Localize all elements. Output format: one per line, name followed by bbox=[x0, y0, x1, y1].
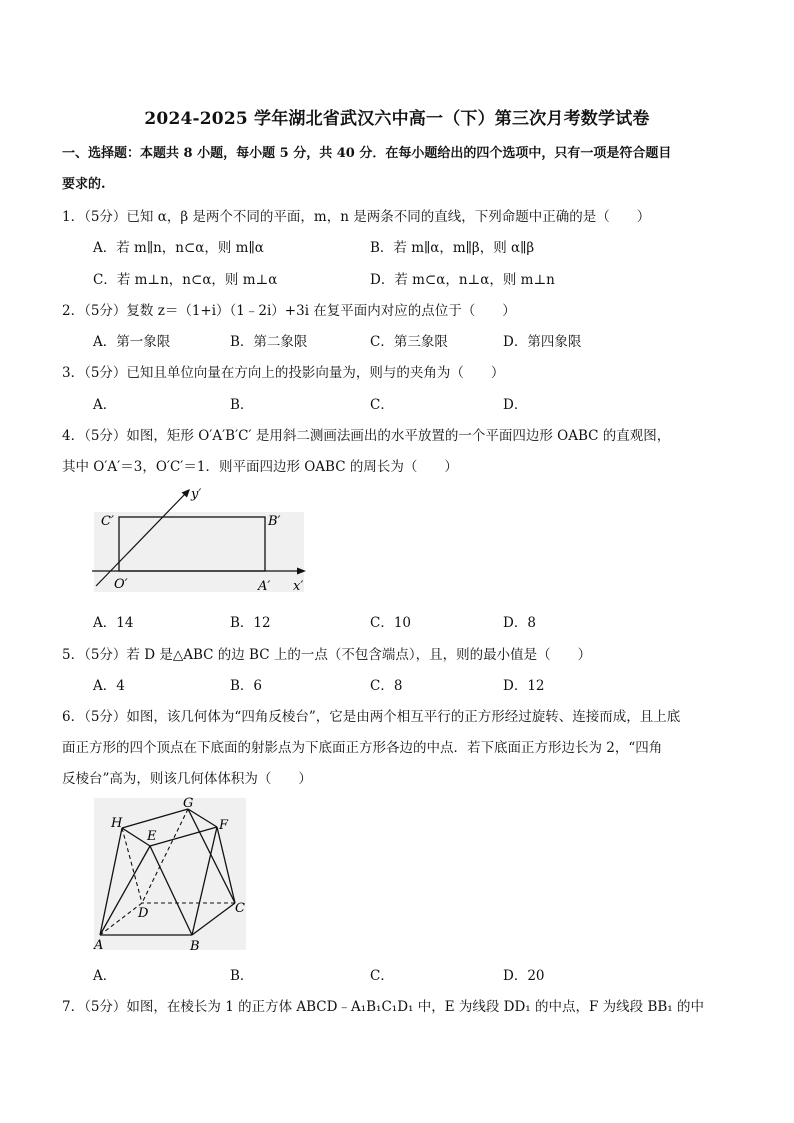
question-1-option-b: B．若 m∥α，m∥β，则 α∥β bbox=[370, 240, 535, 256]
question-3-option-a: A． bbox=[93, 397, 117, 413]
question-6-option-d: D．20 bbox=[503, 968, 545, 984]
label-d: D bbox=[138, 906, 149, 921]
question-5-stem: 5．（5分）若 D 是△ABC 的边 BC 上的一点（不包含端点），且，则的最小值是（ ） bbox=[62, 647, 592, 663]
question-5-option-d: D．12 bbox=[503, 678, 545, 694]
label-b: B′ bbox=[268, 514, 281, 529]
question-6-figure bbox=[92, 796, 250, 954]
section-heading bbox=[62, 138, 734, 200]
question-2-option-a: A．第一象限 bbox=[93, 334, 171, 350]
question-3-option-c: C． bbox=[370, 397, 394, 413]
question-6-stem-line1: 6．（5分）如图，该几何体为“四角反棱台”，它是由两个相互平行的正方形经过旋转、连接而成，且上底 bbox=[62, 709, 681, 725]
question-4-option-d: D．8 bbox=[503, 615, 536, 631]
page-title: 2024-2025 学年湖北省武汉六中高一（下）第三次月考数学试卷 bbox=[144, 109, 650, 129]
question-4-option-a: A．14 bbox=[93, 615, 134, 631]
question-4-option-c: C．10 bbox=[370, 615, 412, 631]
label-y: y′ bbox=[191, 487, 202, 502]
question-6-option-a: A． bbox=[93, 968, 117, 984]
question-6-stem-line2: 面正方形的四个顶点在下底面的射影点为下底面正方形各边的中点．若下底面正方形边长为 2，“四角 bbox=[62, 740, 663, 756]
section-heading-line2: 要求的. bbox=[62, 177, 106, 192]
question-3-option-b: B． bbox=[230, 397, 254, 413]
question-2-option-c: C．第三象限 bbox=[370, 334, 448, 350]
question-1-option-d: D．若 m⊂α，n⊥α，则 m⊥n bbox=[370, 272, 555, 288]
question-3-stem: 3．（5分）已知且单位向量在方向上的投影向量为，则与的夹角为（ ） bbox=[62, 365, 505, 381]
label-o: O′ bbox=[114, 577, 128, 592]
question-1-option-c: C．若 m⊥n，n⊂α，则 m⊥α bbox=[93, 272, 278, 288]
label-x: x′ bbox=[293, 579, 304, 594]
question-3-option-d: D． bbox=[503, 397, 528, 413]
label-c: C′ bbox=[101, 514, 114, 529]
label-g: G bbox=[183, 796, 194, 811]
question-1-stem: 1．（5分）已知 α，β 是两个不同的平面，m，n 是两条不同的直线，下列命题中正确的是（ ） bbox=[62, 209, 651, 225]
label-a: A bbox=[94, 938, 104, 953]
question-6-option-b: B． bbox=[230, 968, 254, 984]
question-4-stem-line1: 4．（5分）如图，矩形 O′A′B′C′ 是用斜二测画法画出的水平放置的一个平面四边形 OABC 的直观图， bbox=[62, 428, 671, 444]
question-5-option-b: B．6 bbox=[230, 678, 263, 694]
label-a: A′ bbox=[258, 579, 271, 594]
label-c: C bbox=[235, 901, 245, 916]
question-2-option-d: D．第四象限 bbox=[503, 334, 582, 350]
label-b: B bbox=[190, 939, 200, 954]
section-heading-line1: 一、选择题：本题共 8 小题，每小题 5 分，共 40 分．在每小题给出的四个选项中，只有一项是符合题目 bbox=[62, 146, 672, 161]
label-f: F bbox=[219, 818, 229, 833]
question-4-option-b: B．12 bbox=[230, 615, 271, 631]
question-2-stem: 2．（5分）复数 z＝（1+i）（1﹣2i）+3i 在复平面内对应的点位于（ ） bbox=[62, 303, 516, 319]
question-4-stem-line2: 其中 O′A′＝3，O′C′＝1．则平面四边形 OABC 的周长为（ ） bbox=[62, 459, 458, 475]
label-h: H bbox=[111, 816, 123, 831]
question-5-option-a: A．4 bbox=[93, 678, 125, 694]
question-1-option-a: A．若 m∥n，n⊂α，则 m∥α bbox=[93, 240, 264, 256]
question-6-stem-line3: 反棱台”高为，则该几何体体积为（ ） bbox=[62, 771, 312, 787]
question-4-figure bbox=[92, 482, 318, 594]
label-e: E bbox=[147, 829, 157, 844]
question-5-option-c: C．8 bbox=[370, 678, 403, 694]
question-2-option-b: B．第二象限 bbox=[230, 334, 308, 350]
question-6-option-c: C． bbox=[370, 968, 394, 984]
question-7-stem: 7．（5分）如图，在棱长为 1 的正方体 ABCD﹣A₁B₁C₁D₁ 中，E 为线段 DD₁ 的中点，F 为线段 BB₁ 的中 bbox=[62, 999, 705, 1015]
